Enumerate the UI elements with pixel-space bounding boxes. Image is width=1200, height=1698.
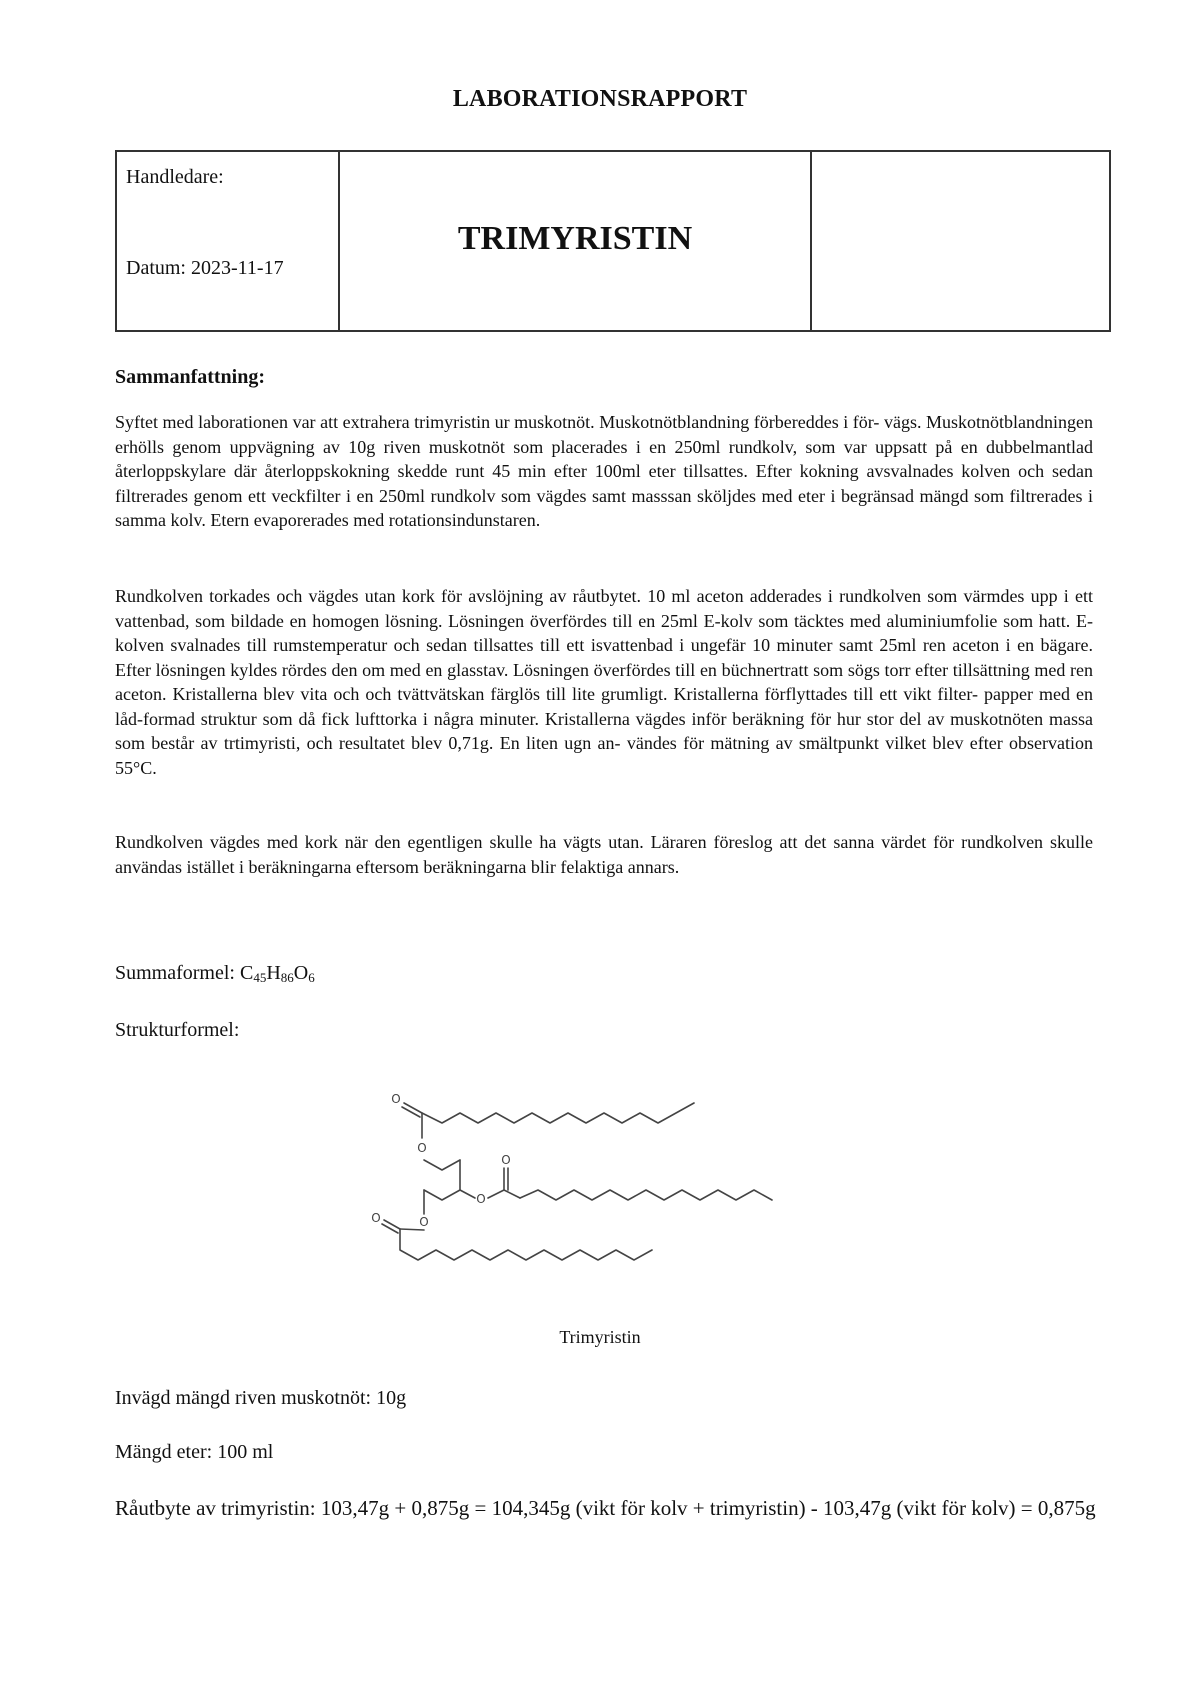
atom-o-carbonyl-3: O bbox=[371, 1211, 381, 1225]
glycerol-backbone bbox=[424, 1160, 460, 1200]
glycerol-bond-1 bbox=[424, 1160, 460, 1170]
header-info-cell bbox=[117, 152, 340, 330]
molecular-formula bbox=[115, 962, 315, 986]
atom-o-carbonyl-2: O bbox=[501, 1153, 511, 1167]
carbonyl-1-bond bbox=[404, 1103, 422, 1113]
handledare-label: Handledare: bbox=[126, 166, 224, 188]
ester-o3-link bbox=[400, 1229, 424, 1230]
atom-o-carbonyl-1: O bbox=[391, 1092, 401, 1106]
formula-label: Summaformel: bbox=[115, 962, 240, 984]
datum-label: Datum: 2023-11-17 bbox=[126, 257, 284, 279]
formula-c: C bbox=[239, 962, 254, 984]
formula-o: O bbox=[293, 962, 309, 984]
header-table bbox=[115, 150, 1111, 332]
header-title-cell bbox=[340, 152, 812, 330]
header-empty-cell bbox=[812, 152, 1109, 330]
formula-h-count: 86 bbox=[280, 970, 294, 985]
glycerol-bond-2 bbox=[460, 1190, 475, 1198]
atom-o-ester-2: O bbox=[476, 1192, 486, 1206]
chain-1-line bbox=[422, 1103, 694, 1123]
carbonyl-3-bond bbox=[384, 1220, 400, 1229]
formula-c-count: 45 bbox=[253, 970, 267, 985]
ester-o2-bond bbox=[488, 1190, 520, 1198]
weighed-nutmeg-line: Invägd mängd riven muskotnöt: 10g bbox=[115, 1387, 407, 1409]
summary-paragraph-1: Syftet med laborationen var att extrahera trimyristin ur muskotnöt. Muskotnötblandning förbereddes i för- vägs. Muskotnötblandningen erhölls genom uppvägning av 10g riven muskotnöt som placerades i en 250ml rundkolv, som var uppsatt på en dubbelmantlad återloppskylare där återloppskokning skedde runt 45 min efter 100ml eter tillsattes. Efter kokning avsvalnades kolven och sedan filtrerades genom ett veckfilter i en 250ml rundkolv som vägdes samt masssan sköljdes med eter i begränsad mängd som filtrerades i samma kolv. Etern evaporerades med rotationsindunstaren. bbox=[115, 412, 1093, 530]
crude-yield-line: Råutbyte av trimyristin: 103,47g + 0,875g = 104,345g (vikt för kolv + trimyristin) - 103,47g (vikt för kolv) = 0,875g bbox=[115, 1496, 1096, 1520]
document-title: TRIMYRISTIN bbox=[457, 220, 693, 257]
structure-label: Strukturformel: bbox=[115, 1019, 240, 1041]
carbonyl-1-bond-2 bbox=[402, 1107, 420, 1117]
atom-o-ester-1: O bbox=[417, 1141, 427, 1155]
chain-3-line bbox=[400, 1229, 652, 1260]
structure-caption: Trimyristin bbox=[559, 1327, 641, 1347]
formula-h: H bbox=[266, 962, 281, 984]
report-title: LABORATIONSRAPPORT bbox=[452, 86, 748, 112]
chain-2-line bbox=[520, 1190, 772, 1200]
summary-paragraph-3: Rundkolven vägdes med kork när den egentligen skulle ha vägts utan. Läraren föreslog att det sanna värdet för rundkolven skulle användas istället i beräkningarna eftersom beräkningarna blir felaktiga annars. bbox=[115, 832, 1093, 877]
carbonyl-3-bond-2 bbox=[382, 1224, 398, 1233]
summary-paragraph-2: Rundkolven torkades och vägdes utan kork för avslöjning av råutbytet. 10 ml aceton adderades i rundkolven som värmdes upp i ett vattenbad, som bildade en homogen lösning. Lösningen överfördes till en 25ml E-kolv som täcktes med aluminiumfolie som hatt. E-kolven svalnades till rumstemperatur och sedan tillsattes till ett isvattenbad i ungefär 10 minuter samt 25ml ren aceton i en bägare. Efter lösningen kyldes rördes den om med en glasstav. Lösningen överfördes till en büchnertratt som sögs torr efter tillsättning med ren aceton. Kristallerna blev vita och och tvättvätskan färglös till lite grumligt. Kristallerna förflyttades till ett vikt filter- papper med en låd-formad struktur som då fick lufttorka i några minuter. Kristallerna vägdes inför beräkning för hur stor del av muskotnöten massa som består av trtimyristi, och resultatet blev 0,71g. En liten ugn an- vändes för mätning av smältpunkt vilket blev efter observation 55°C. bbox=[115, 586, 1093, 778]
atom-o-ester-3: O bbox=[419, 1215, 429, 1229]
formula-o-count: 6 bbox=[308, 970, 315, 985]
trimyristin-structure-diagram bbox=[360, 1090, 840, 1320]
ether-amount-line: Mängd eter: 100 ml bbox=[115, 1441, 274, 1463]
summary-heading: Sammanfattning: bbox=[115, 366, 266, 388]
